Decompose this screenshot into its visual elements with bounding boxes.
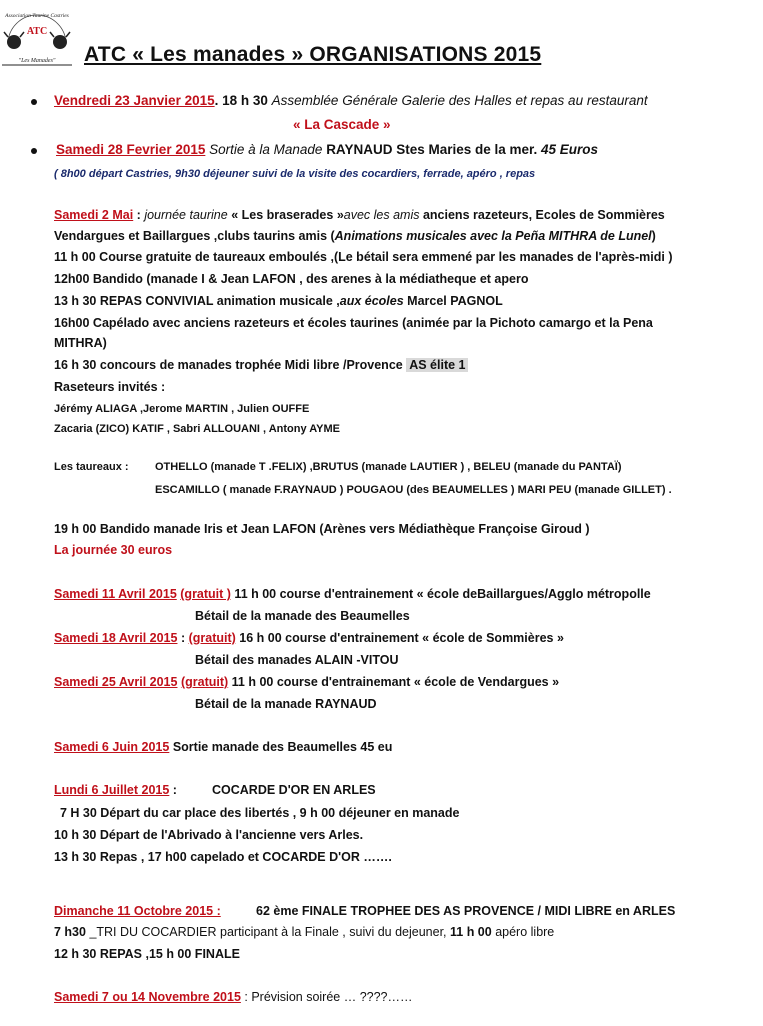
april-25-cattle: Bétail de la manade RAYNAUD [195,697,377,711]
event-date: Samedi 6 Juin 2015 [54,740,170,754]
svg-text:ATC: ATC [26,26,48,37]
agenda-item-january [54,93,648,109]
july-schedule-3: 13 h 30 Repas , 17 h00 capelado et COCARDE D'OR ……. [54,850,392,864]
april-11 [54,586,651,602]
event-guests: anciens razeteurs, Ecoles de Sommières [419,208,665,222]
november [54,989,413,1005]
october-schedule-2: 12 h 30 REPAS ,15 h 00 FINALE [54,947,240,961]
may-schedule-1100: 11 h 00 Course gratuite de taureaux emboulés ,(Le bétail sera emmené par les manades de l'après-midi ) [54,250,673,264]
bulls-label: Les taureaux : [54,461,129,473]
event-description: apéro libre [491,925,555,939]
free-tag: (gratuit) [180,675,229,689]
july-schedule-2: 10 h 30 Départ de l'Abrivado à l'ancienne vers Arles. [54,828,364,842]
agenda-item-february [56,142,598,158]
event-description: Assemblée Générale Galerie des Halles et repas au restaurant [271,93,648,108]
meal-location: aux écoles [339,294,404,308]
event-time: . 18 h 30 [214,93,272,108]
event-description: 11 h 00 course d'entrainemant « école de Vendargues » [228,675,560,689]
category-badge: AS élite 1 [406,358,468,372]
july-6 [54,782,177,798]
event-date: Samedi 25 Avril 2015 [54,675,178,689]
separator: : [177,631,189,645]
bullet-marker [31,99,37,105]
clubs-text: Vendargues et Baillargues ,clubs taurins amis ( [54,229,335,243]
event-date: Samedi 11 Avril 2015 [54,587,177,601]
april-25 [54,674,559,690]
free-tag: (gratuit ) [180,587,231,601]
svg-text:"Les Manades": "Les Manades" [18,58,56,64]
april-11-cattle: Bétail de la manade des Beaumelles [195,609,410,623]
event-price: 45 Euros [541,142,599,157]
event-description: 11 h 00 course d'entrainement « école deBaillargues/Agglo métropolle [230,587,651,601]
separator: : [169,783,177,797]
event-date: Samedi 7 ou 14 Novembre 2015 [54,990,241,1004]
may-schedule-1200: 12h00 Bandido (manade I & Jean LAFON , des arenes à la médiatheque et apero [54,272,529,286]
may-price: La journée 30 euros [54,543,173,557]
event-title: « Les braserades » [227,208,344,222]
separator: : [133,208,145,222]
page-title: ATC « Les manades » ORGANISATIONS 2015 [84,43,542,66]
event-location: RAYNAUD Stes Maries de la mer. [326,142,542,157]
event-date: Samedi 2 Mai [54,208,134,222]
event-date: Vendredi 23 Janvier 2015 [54,93,215,108]
free-tag: (gratuit) [188,631,236,645]
may-schedule-1330 [54,293,503,309]
july-schedule-1: 7 H 30 Départ du car place des libertés , 9 h 00 déjeuner en manade [60,806,460,820]
bulls-list-2: ESCAMILLO ( manade F.RAYNAUD ) POUGAOU (des BEAUMELLES ) MARI PEU (manade GILLET) . [155,484,672,496]
event-date: Samedi 28 Fevrier 2015 [56,142,206,157]
event-date-october: Dimanche 11 Octobre 2015 : [54,904,221,918]
april-18-cattle: Bétail des manades ALAIN -VITOU [195,653,399,667]
contest-text: 16 h 30 concours de manades trophée Midi libre /Provence [54,358,407,372]
school-name: Marcel PAGNOL [403,294,503,308]
may-schedule-1600: 16h00 Capélado avec anciens razeteurs et écoles taurines (animée par la Pichoto camargo et la Pena [54,316,653,330]
may-schedule-1600-cont: MITHRA) [54,336,107,350]
event-type: journée taurine [144,208,228,222]
bulls-list-1: OTHELLO (manade T .FELIX) ,BRUTUS (manade LAUTIER ) , BELEU (manade du PANTAÏ) [155,461,622,473]
june-6 [54,739,392,755]
event-description: _TRI DU COCARDIER participant à la Finale , suivi du dejeuner, [89,925,451,939]
event-description: : Prévision soirée … ????…… [240,990,413,1004]
raseteurs-list-1: Jérémy ALIAGA ,Jerome MARTIN , Julien OUFFE [54,403,310,415]
may-line-2 [54,228,656,244]
bullet-marker [31,148,37,154]
association-logo [2,4,72,66]
meal-text: 13 h 30 REPAS CONVIVIAL animation musicale , [54,294,340,308]
july-title: COCARDE D'OR EN ARLES [212,783,376,797]
may-schedule-1630 [54,357,468,373]
music-text: Animations musicales avec la Peña MITHRA de Lunel [334,229,652,243]
paren-close: ) [651,229,656,243]
event-description: 16 h 00 course d'entrainement « école de Sommières » [235,631,564,645]
event-description: Sortie à la Manade [205,142,327,157]
raseteurs-list-2: Zacaria (ZICO) KATIF , Sabri ALLOUANI , Antony AYME [54,423,341,435]
may-schedule-1900: 19 h 00 Bandido manade Iris et Jean LAFON (Arènes vers Médiathèque Françoise Giroud ) [54,522,590,536]
october-title: 62 ème FINALE TROPHEE DES AS PROVENCE / MIDI LIBRE en ARLES [256,904,676,918]
svg-text:Association Taurine Castries: Association Taurine Castries [5,13,69,19]
event-guests-label: avec les amis [343,208,420,222]
event-date: Samedi 18 Avril 2015 [54,631,178,645]
time-label: 7 h30 [54,925,90,939]
event-description: Sortie manade des Beaumelles 45 eu [169,740,393,754]
raseteurs-label: Raseteurs invités : [54,380,166,394]
may-intro [54,207,665,223]
time-label: 11 h 00 [450,925,492,939]
april-18 [54,630,564,646]
event-venue: « La Cascade » [293,117,391,132]
october-schedule-1 [54,924,554,940]
event-details: ( 8h00 départ Castries, 9h30 déjeuner suivi de la visite des cocardiers, ferrade, apéro , repas [54,168,536,180]
event-date: Lundi 6 Juillet 2015 [54,783,170,797]
